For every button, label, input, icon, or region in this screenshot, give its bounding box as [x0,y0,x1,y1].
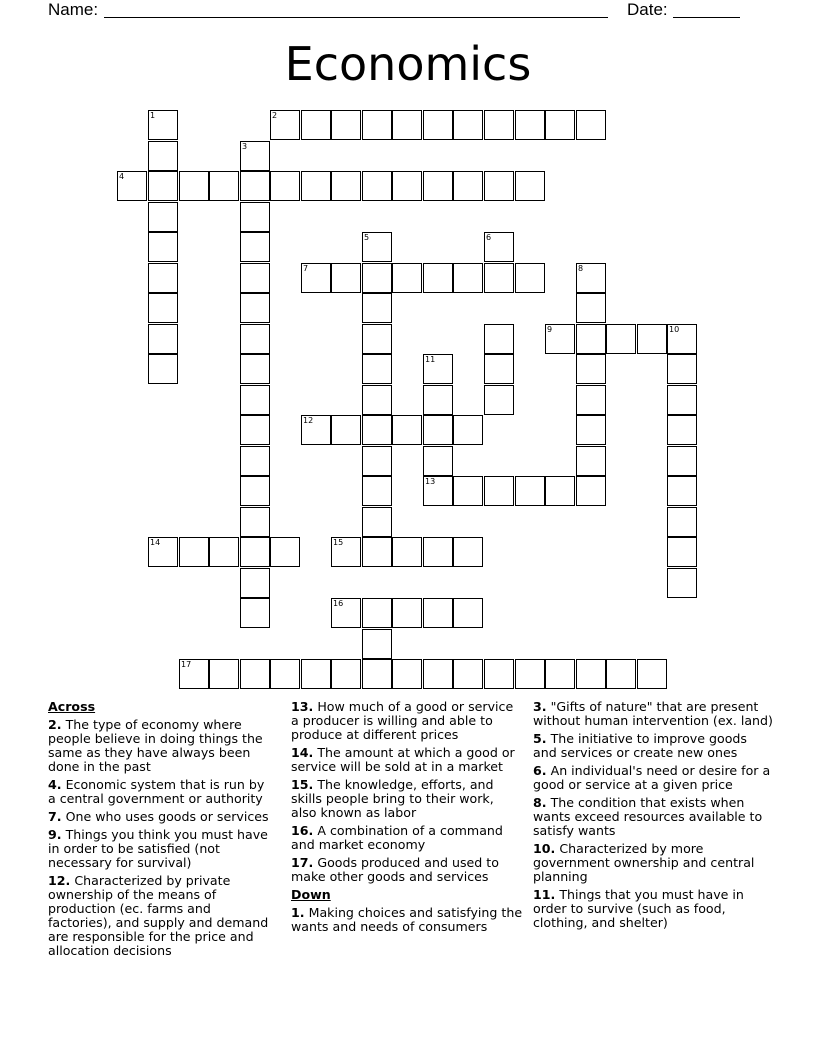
grid-cell[interactable] [392,171,422,201]
clue-number: 12 [303,416,314,425]
grid-cell[interactable] [423,537,453,567]
grid-cell[interactable] [331,598,361,628]
grid-cell[interactable] [423,385,453,415]
clue-number: 16 [333,599,344,608]
clue-across-17: 17. Goods produced and used to make other goods and services [291,855,499,884]
grid-cell[interactable] [576,263,606,293]
grid-cell[interactable] [392,110,422,140]
clue-number: 2 [272,111,278,120]
grid-cell[interactable] [423,171,453,201]
grid-cell[interactable] [576,110,606,140]
grid-cell[interactable] [331,537,361,567]
grid-cell[interactable] [392,598,422,628]
grid-cell[interactable] [240,415,270,445]
grid-cell[interactable] [148,141,178,171]
grid-cell[interactable] [331,110,361,140]
grid-cell[interactable] [240,324,270,354]
clue-across-2: 2. The type of economy where people believe in doing things the same as they have always been done in the past [48,717,263,774]
grid-cell[interactable] [484,232,514,262]
grid-cell[interactable] [240,141,270,171]
clue-column-1 [48,700,274,962]
clue-across-9: 9. Things you think you must have in order to be satisfied (not necessary for survival) [48,827,268,870]
grid-cell[interactable] [240,568,270,598]
grid-cell[interactable] [545,476,575,506]
clue-down-6: 6. An individual's need or desire for a good or service at a given price [533,763,771,792]
clue-across-4: 4. Economic system that is run by a central government or authority [48,777,265,806]
grid-cell[interactable] [484,659,514,689]
clue-number: 17 [181,660,192,669]
grid-cell[interactable] [240,476,270,506]
grid-cell[interactable] [331,171,361,201]
clue-down-3: 3. "Gifts of nature" that are present without human intervention (ex. land) [533,699,773,728]
grid-cell[interactable] [362,507,392,537]
clue-down-5: 5. The initiative to improve goods and services or create new ones [533,731,747,760]
grid-cell[interactable] [423,659,453,689]
grid-cell[interactable] [240,354,270,384]
grid-cell[interactable] [453,476,483,506]
grid-cell[interactable] [270,171,300,201]
grid-cell[interactable] [392,537,422,567]
grid-cell[interactable] [240,232,270,262]
grid-cell[interactable] [301,415,331,445]
grid-cell[interactable] [484,263,514,293]
grid-cell[interactable] [301,110,331,140]
grid-cell[interactable] [484,171,514,201]
grid-cell[interactable] [301,171,331,201]
grid-cell[interactable] [453,537,483,567]
grid-cell[interactable] [423,476,453,506]
grid-cell[interactable] [240,537,270,567]
grid-cell[interactable] [240,202,270,232]
grid-cell[interactable] [362,324,392,354]
clue-number: 11 [425,355,436,364]
clue-across-7: 7. One who uses goods or services [48,809,269,824]
grid-cell[interactable] [606,324,636,354]
grid-cell[interactable] [576,659,606,689]
grid-cell[interactable] [270,659,300,689]
grid-cell[interactable] [362,598,392,628]
grid-cell[interactable] [362,415,392,445]
grid-cell[interactable] [576,324,606,354]
grid-cell[interactable] [362,629,392,659]
grid-cell[interactable] [637,659,667,689]
grid-cell[interactable] [576,385,606,415]
grid-cell[interactable] [423,598,453,628]
grid-cell[interactable] [301,263,331,293]
grid-cell[interactable] [148,110,178,140]
grid-cell[interactable] [148,171,178,201]
clue-number: 10 [669,325,680,334]
clue-number: 8 [578,264,584,273]
clue-across-15: 15. The knowledge, efforts, and skills people bring to their work, also known as labor [291,777,494,820]
date-label: Date: [627,0,668,19]
clue-number: 1 [150,111,156,120]
grid-cell[interactable] [515,171,545,201]
clue-down-11: 11. Things that you must have in order to survive (such as food, clothing, and shelter) [533,887,744,930]
clue-column-2 [291,700,523,938]
name-label: Name: [48,0,99,19]
clue-number: 3 [242,142,248,151]
grid-cell[interactable] [667,507,697,537]
grid-cell[interactable] [362,110,392,140]
grid-cell[interactable] [331,415,361,445]
grid-cell[interactable] [515,659,545,689]
clue-number: 15 [333,538,344,547]
grid-cell[interactable] [240,659,270,689]
grid-cell[interactable] [576,446,606,476]
grid-cell[interactable] [545,324,575,354]
grid-cell[interactable] [240,171,270,201]
grid-cell[interactable] [209,171,239,201]
grid-cell[interactable] [667,354,697,384]
grid-cell[interactable] [667,324,697,354]
grid-cell[interactable] [331,263,361,293]
grid-cell[interactable] [148,324,178,354]
grid-cell[interactable] [576,415,606,445]
grid-cell[interactable] [148,537,178,567]
grid-cell[interactable] [240,507,270,537]
grid-cell[interactable] [423,110,453,140]
grid-cell[interactable] [667,446,697,476]
grid-cell[interactable] [423,446,453,476]
down-heading: Down [291,887,331,902]
clue-number: 6 [486,233,492,242]
grid-cell[interactable] [667,385,697,415]
grid-cell[interactable] [362,263,392,293]
grid-cell[interactable] [667,568,697,598]
clue-across-12: 12. Characterized by private ownership of the means of production (ec. farms and factories), and supply and demand are responsible for the price and allocation decisions [48,873,269,958]
grid-cell[interactable] [240,598,270,628]
grid-cell[interactable] [148,232,178,262]
clue-down-8: 8. The condition that exists when wants exceed resources available to satisfy wants [533,795,763,838]
grid-cell[interactable] [117,171,147,201]
grid-cell[interactable] [545,659,575,689]
grid-cell[interactable] [484,385,514,415]
grid-cell[interactable] [637,324,667,354]
grid-cell[interactable] [576,476,606,506]
grid-cell[interactable] [515,110,545,140]
grid-cell[interactable] [209,659,239,689]
clue-across-16: 16. A combination of a command and market economy [291,823,503,852]
clue-down-10: 10. Characterized by more government ownership and central planning [533,841,755,884]
grid-cell[interactable] [148,293,178,323]
grid-cell[interactable] [179,171,209,201]
grid-cell[interactable] [392,659,422,689]
grid-cell[interactable] [453,110,483,140]
clue-across-14: 14. The amount at which a good or service will be sold at in a market [291,745,515,774]
clue-number: 14 [150,538,161,547]
grid-cell[interactable] [606,659,636,689]
grid-cell[interactable] [453,659,483,689]
grid-cell[interactable] [209,537,239,567]
grid-cell[interactable] [362,232,392,262]
grid-cell[interactable] [423,415,453,445]
clue-number: 4 [119,172,125,181]
clue-number: 9 [547,325,553,334]
clue-column-3 [533,700,773,934]
grid-cell[interactable] [576,354,606,384]
grid-cell[interactable] [301,659,331,689]
grid-cell[interactable] [453,415,483,445]
across-heading: Across [48,699,96,714]
grid-cell[interactable] [362,537,392,567]
grid-cell[interactable] [270,537,300,567]
grid-cell[interactable] [270,110,300,140]
clue-across-13: 13. How much of a good or service a producer is willing and able to produce at different prices [291,699,514,742]
grid-cell[interactable] [362,446,392,476]
grid-cell[interactable] [392,415,422,445]
grid-cell[interactable] [179,659,209,689]
grid-cell[interactable] [484,476,514,506]
grid-cell[interactable] [392,263,422,293]
grid-cell[interactable] [362,659,392,689]
page-title: Economics [284,37,532,91]
grid-cell[interactable] [148,202,178,232]
grid-cell[interactable] [331,659,361,689]
grid-cell[interactable] [453,598,483,628]
grid-cell[interactable] [453,263,483,293]
grid-cell[interactable] [240,293,270,323]
grid-cell[interactable] [362,385,392,415]
grid-cell[interactable] [362,354,392,384]
clue-number: 13 [425,477,436,486]
clue-number: 7 [303,264,309,273]
grid-cell[interactable] [515,263,545,293]
grid-cell[interactable] [667,476,697,506]
grid-cell[interactable] [545,110,575,140]
grid-cell[interactable] [240,446,270,476]
grid-cell[interactable] [423,354,453,384]
grid-cell[interactable] [240,263,270,293]
grid-cell[interactable] [484,110,514,140]
grid-cell[interactable] [240,385,270,415]
grid-cell[interactable] [148,354,178,384]
grid-cell[interactable] [362,476,392,506]
grid-cell[interactable] [148,263,178,293]
grid-cell[interactable] [667,537,697,567]
grid-cell[interactable] [484,324,514,354]
grid-cell[interactable] [362,171,392,201]
grid-cell[interactable] [453,171,483,201]
grid-cell[interactable] [667,415,697,445]
grid-cell[interactable] [576,293,606,323]
grid-cell[interactable] [179,537,209,567]
grid-cell[interactable] [362,293,392,323]
grid-cell[interactable] [484,354,514,384]
grid-cell[interactable] [423,263,453,293]
clue-number: 5 [364,233,370,242]
clue-down-1: 1. Making choices and satisfying the wants and needs of consumers [291,905,523,934]
grid-cell[interactable] [515,476,545,506]
